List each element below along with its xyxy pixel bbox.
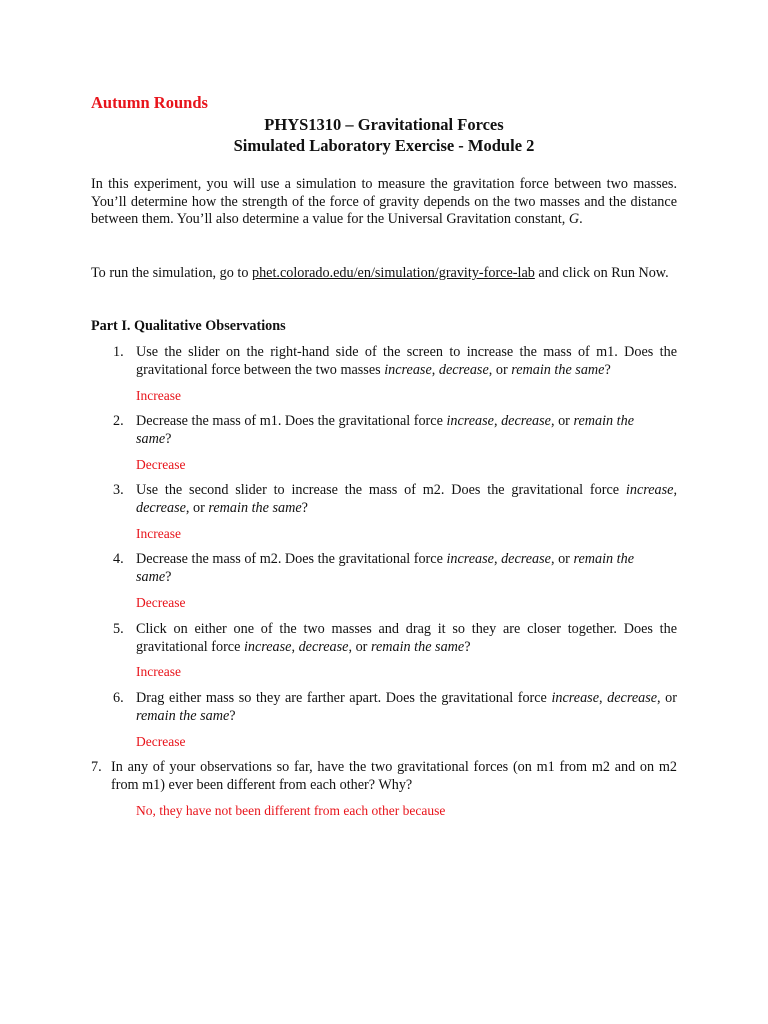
choice-remain: remain the same <box>370 638 465 655</box>
choice-decrease: decrease <box>501 551 551 567</box>
choice-decrease: decrease <box>298 638 349 655</box>
question-number: 3. <box>113 482 124 498</box>
question-body: Decrease the mass of m1. Does the gravitational force <box>136 413 447 429</box>
question-body: Decrease the mass of m2. Does the gravitational force <box>136 551 447 567</box>
answer-6: Decrease <box>136 734 186 749</box>
simulation-link[interactable]: phet.colorado.edu/en/simulation/gravity-force-lab <box>251 265 535 281</box>
author-name: Autumn Rounds <box>91 93 208 112</box>
question-number: 7. <box>91 759 102 775</box>
question-text: In any of your observations so far, have the two gravitational forces (on m1 from m2 and on m2 from m1) ever been different from each other? Why? <box>111 759 677 793</box>
choice-decrease: decrease <box>438 361 489 378</box>
answer-1: Increase <box>136 388 181 403</box>
choice-decrease: decrease <box>607 690 658 706</box>
choice-remain: same <box>136 568 166 585</box>
choice-remain: remain the same <box>136 707 230 724</box>
question-body: Use the second slider to increase the mass of m2. Does the gravitational force <box>136 482 626 498</box>
choice-increase: increase <box>446 413 494 429</box>
choice-increase: increase <box>551 690 599 706</box>
part1-heading: Part I. Qualitative Observations <box>91 318 286 334</box>
document-title: PHYS1310 – Gravitational Forces <box>264 115 504 134</box>
question-body: Drag either mass so they are farther apart. Does the gravitational force <box>136 690 552 706</box>
question-text: Click on either one of the two masses and drag it so they are closer together. Does the gravitational force increase, decrease, or remain the same? <box>136 621 677 655</box>
separator: , <box>431 361 439 378</box>
intro-text: In this experiment, you will use a simulation to measure the gravitation force between two masses. You’ll determine how the strength of the force of gravity depends on the two masses and the distance between them. You’ll also determine a value for the Universal Gravitation constant, <box>91 176 677 228</box>
gravitation-constant-symbol: G <box>568 211 580 228</box>
question-number: 5. <box>113 621 124 637</box>
separator: , or <box>488 361 512 378</box>
separator: , <box>673 482 677 498</box>
question-text: Use the slider on the right-hand side of the screen to increase the mass of m1. Does the gravitational force between the two masses increase, decrease, or remain the same? <box>136 344 677 378</box>
question-number: 4. <box>113 551 124 567</box>
question-body: Click on either one of the two masses and drag it so they are closer together. Does the gravitational force <box>136 621 677 655</box>
intro-paragraph <box>91 176 677 229</box>
choice-decrease: decrease <box>136 499 186 516</box>
answer-7: No, they have not been different from each other because <box>136 803 446 818</box>
choice-decrease: decrease <box>501 413 551 429</box>
answer-2: Decrease <box>136 457 186 472</box>
choice-remain: remain the <box>573 413 634 429</box>
separator: , or <box>657 690 677 706</box>
choice-increase: increase <box>384 361 432 378</box>
choice-remain: remain the <box>573 551 634 567</box>
separator: , or <box>185 499 209 516</box>
answer-5: Increase <box>136 664 181 679</box>
intro-end: . <box>579 211 583 228</box>
separator: , <box>493 413 502 429</box>
question-text: Decrease the mass of m2. Does the gravitational force increase, decrease, or remain the same? <box>136 551 634 585</box>
separator: , or <box>550 551 574 567</box>
question-number: 2. <box>113 413 124 429</box>
run-text-after: and click on Run Now. <box>534 265 669 281</box>
separator: , <box>599 690 608 706</box>
choice-increase: increase <box>625 482 674 498</box>
separator: , or <box>348 638 371 655</box>
separator: , <box>493 551 502 567</box>
choice-remain: same <box>136 430 166 447</box>
question-number: 1. <box>113 344 124 360</box>
choice-remain: remain the same <box>511 361 605 378</box>
choice-increase: increase <box>243 638 292 655</box>
question-body: Use the slider on the right-hand side of the screen to increase the mass of m1. Does the gravitational force between the two masses <box>136 344 677 378</box>
question-text: Use the second slider to increase the mass of m2. Does the gravitational force increase, decrease, or remain the same? <box>136 482 677 516</box>
run-instructions <box>91 265 677 283</box>
question-text: Decrease the mass of m1. Does the gravitational force increase, decrease, or remain the same? <box>136 413 634 447</box>
run-text-before: To run the simulation, go to <box>91 265 252 281</box>
separator: , <box>291 638 299 655</box>
choice-increase: increase <box>446 551 494 567</box>
answer-4: Decrease <box>136 595 186 610</box>
question-number: 6. <box>113 690 124 706</box>
answer-3: Increase <box>136 526 181 541</box>
question-text: Drag either mass so they are farther apart. Does the gravitational force increase, decrease, or remain the same? <box>136 690 677 724</box>
separator: , or <box>550 413 574 429</box>
choice-remain: remain the same <box>208 499 302 516</box>
document-subtitle: Simulated Laboratory Exercise - Module 2 <box>233 136 535 155</box>
